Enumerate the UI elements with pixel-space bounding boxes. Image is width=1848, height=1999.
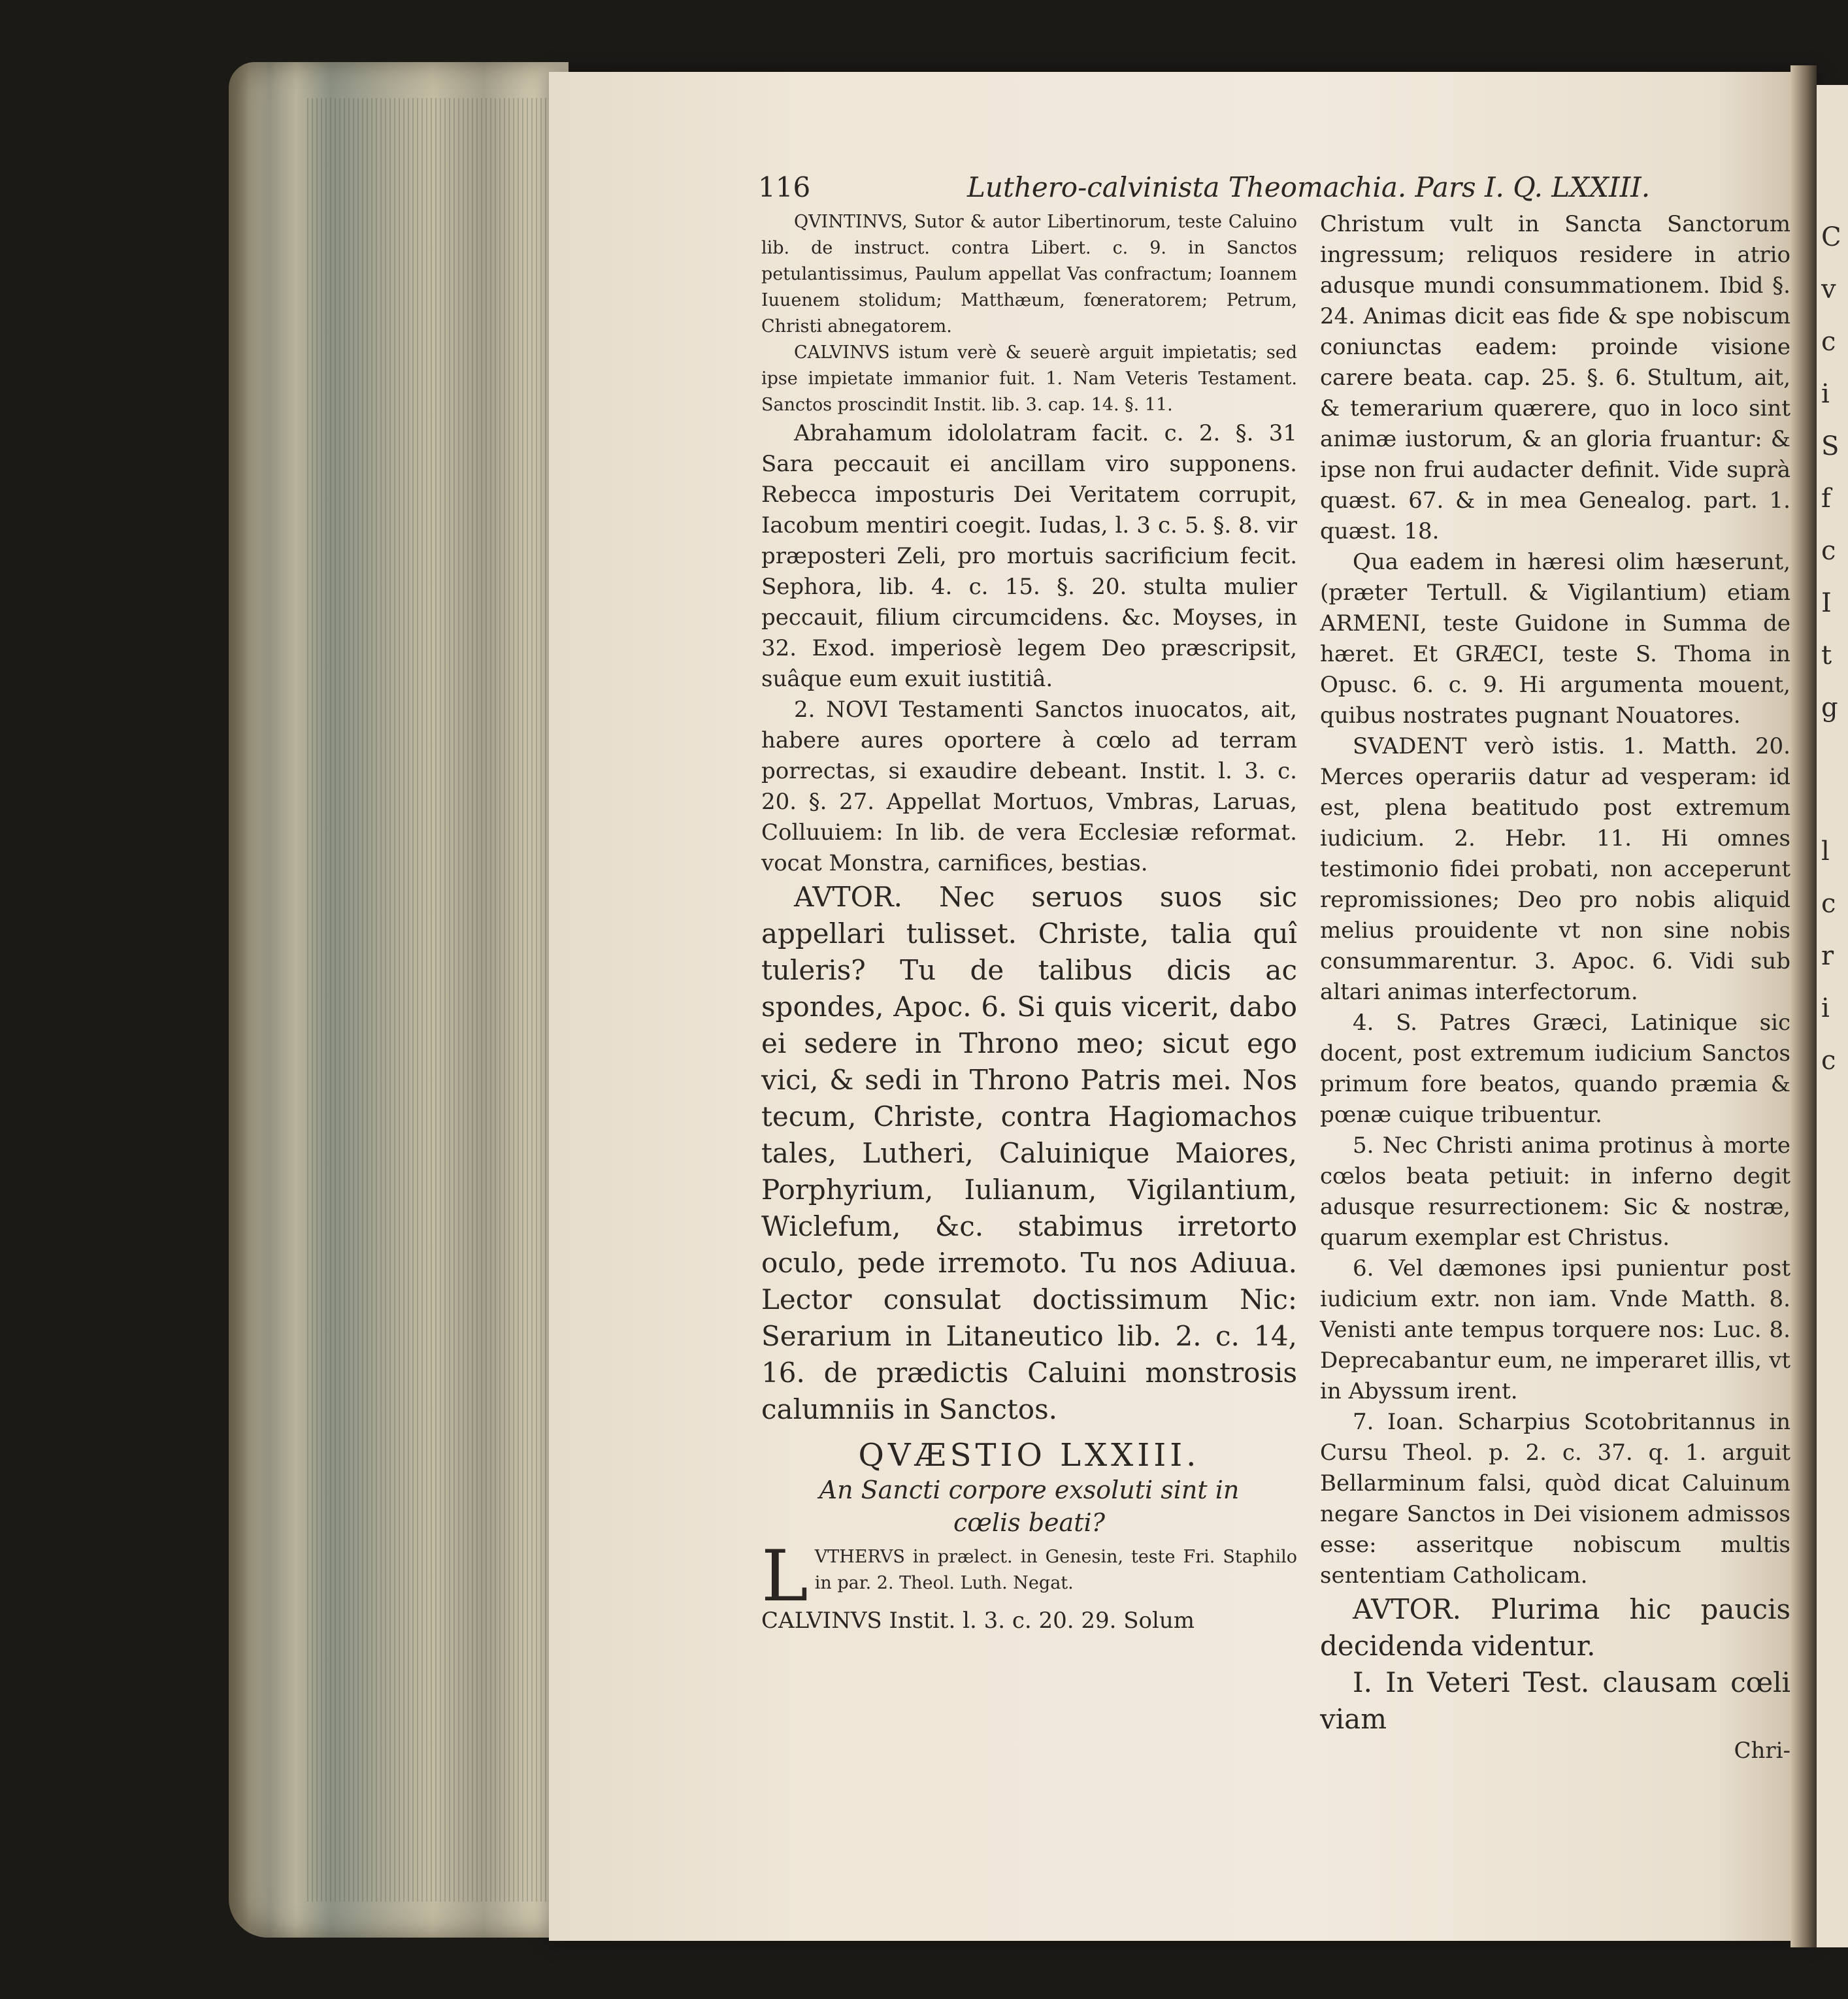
paragraph-lutherus	[761, 1536, 1297, 1617]
facing-page-char: S	[1821, 431, 1840, 461]
book-gutter	[1790, 65, 1817, 1947]
paragraph-calvinus: CALVINVS istum verè & seuerè arguit impietatis; sed ipse impietate immanior fuit. 1. Nam Veteris Testament. Sanctos proscindit Instit. lib. 3. cap. 14. §. 11.	[761, 342, 1297, 415]
paragraph-patres: 4. S. Patres Græci, Latinique sic docent, post extremum iudicium Sanctos primum fore beatos, quando præmia & pœnæ cuique tribuentur.	[1320, 1010, 1790, 1128]
paragraph-autor: AVTOR. Nec seruos suos sic appellari tulisset. Christe, talia quî tuleris? Tu de talibus dicis ac spondes, Apoc. 6. Si quis vicerit, dabo ei sedere in Throno meo; sicut ego vici, & sedi in Throno Patris mei. Nos tecum, Christe, contra Hagiomachos tales, Lutheri, Caluinique Maiores, Porphyrium, Iulianum, Vigilantium, Wiclefum, &c. stabimus irretorto oculo, pede irremoto. Tu nos Adiuua. Lector consulat doctissimum Nic: Serarium in Litaneutico lib. 2. c. 14, 16. de prædictis Caluini monstrosis calumniis in Sanctos.	[761, 881, 1297, 1425]
facing-page-fragment	[1813, 85, 1848, 1947]
facing-page-char: g	[1821, 693, 1838, 723]
running-title: Luthero-calvinista Theomachia. Pars I. Q. LXXIII.	[967, 171, 1651, 203]
paragraph-christi-anima: 5. Nec Christi anima protinus à morte cœlos beata petiuit: in inferno degit adusque resurrectionem: Sic & nostræ, quarum exemplar est Christus.	[1320, 1132, 1790, 1251]
paragraph-svadent: SVADENT verò istis. 1. Matth. 20. Merces operariis datur ad vesperam: id est, plena beatitudo post extremum iudicium. 2. Hebr. 11. Hi omnes testimonio fidei probati, non acceperunt repromissiones; Deo pro nobis aliquid melius prouidente vt non sine nobis consummarentur. 3. Apoc. 6. Vidi sub altari animas interfectorum.	[1320, 733, 1790, 1005]
left-column	[761, 209, 1297, 1636]
lutherus-text: VTHERVS in prælect. in Genesin, teste Fri. Staphilo in par. 2. Theol. Luth. Negat.	[814, 1547, 1297, 1593]
paragraph-novi-testamenti: 2. NOVI Testamenti Sanctos inuocatos, ait, habere aures oportere à cœlo ad terram porrectas, si exaudire debeant. Instit. l. 3. c. 20. §. 27. Appellat Mortuos, Vmbras, Laruas, Colluuiem: In lib. de vera Ecclesiæ reformat. vocat Monstra, carnifices, bestias.	[761, 697, 1297, 876]
drop-cap: L	[761, 1536, 808, 1617]
paragraph-daemones: 6. Vel dæmones ipsi punientur post iudicium extr. non iam. Vnde Matth. 8. Venisti ante tempus torquere nos: Luc. 8. Deprecabantur eum, ne imperaret illis, vt in Abyssum irent.	[1320, 1255, 1790, 1404]
question-subtitle: An Sancti corpore exsoluti sint in	[819, 1476, 1240, 1504]
right-column	[1320, 209, 1790, 1764]
paragraph-autor-right: AVTOR. Plurima hic paucis decidenda videntur.	[1320, 1593, 1790, 1662]
page-number: 116	[758, 171, 811, 203]
question-heading: QVÆSTIO LXXIII.	[858, 1437, 1200, 1474]
facing-page-char: v	[1821, 274, 1836, 305]
facing-page-char: i	[1821, 993, 1830, 1023]
question-subtitle-cont: cœlis beati?	[953, 1508, 1105, 1537]
facing-page-char: i	[1821, 379, 1830, 409]
facing-page-char: l	[1821, 836, 1830, 867]
facing-page-char: C	[1821, 222, 1841, 252]
facing-page-char: c	[1821, 536, 1836, 566]
facing-page-char: t	[1821, 640, 1832, 670]
page-edge-texture	[307, 98, 555, 1902]
facing-page-char: f	[1821, 484, 1831, 514]
facing-page-char: I	[1821, 588, 1832, 618]
paragraph-scharpius: 7. Ioan. Scharpius Scotobritannus in Cursu Theol. p. 2. c. 37. q. 1. arguit Bellarminum falsi, quòd dicat Caluinum negare Sanctos in Dei visionem admissos esse: asseritque nobiscum multis sententiam Catholicam.	[1320, 1409, 1790, 1589]
paragraph-abrahamum: Abrahamum idololatram facit. c. 2. §. 31 Sara peccauit ei ancillam viro supponens. Rebecca imposturis Dei Veritatem corrupit, Iacobum mentiri coegit. Iudas, l. 3 c. 5. §. 8. vir præposteri Zeli, pro mortuis sacrificium fecit. Sephora, lib. 4. c. 15. §. 20. stulta mulier peccauit, filium circumcidens. &c. Moyses, in 32. Exod. imperiosè legem Deo præscripsit, suâque eum exuit iustitiâ.	[761, 420, 1297, 692]
facing-page-char: c	[1821, 327, 1836, 357]
facing-page-char: c	[1821, 889, 1836, 919]
catchword: Chri-	[1734, 1738, 1790, 1764]
facing-page-char: r	[1821, 941, 1834, 971]
paragraph-calvinus-solum: CALVINVS Instit. l. 3. c. 20. 29. Solum	[761, 1608, 1195, 1634]
paragraph-quintinus: QVINTINVS, Sutor & autor Libertinorum, teste Caluino lib. de instruct. contra Libert. c. 9. in Sanctos petulantissimus, Paulum appellat Vas confractum; Ioannem Iuuenem stolidum; Matthæum, fœneratorem; Petrum, Christi abnegatorem.	[761, 212, 1297, 337]
facing-page-char: c	[1821, 1046, 1836, 1076]
paragraph-veteri-test: I. In Veteri Test. clausam cœli viam	[1320, 1666, 1790, 1735]
paragraph-haeresi: Qua eadem in hæresi olim hæserunt, (præter Tertull. & Vigilantium) etiam ARMENI, teste Guidone in Summa de hæret. Et GRÆCI, teste S. Thoma in Opusc. 6. c. 9. Hi argumenta mouent, quibus nostrates pugnant Nouatores.	[1320, 549, 1790, 729]
paragraph-christum: Christum vult in Sancta Sanctorum ingressum; reliquos residere in atrio adusque mundi consummationem. Ibid §. 24. Animas dicit eas fide & spe nobiscum coniunctas eadem: proinde visione carere beata. cap. 25. §. 6. Stultum, ait, & temerarium quærere, quo in loco sint animæ iustorum, & an gloria fruantur: & ipse non frui audacter definit. Vide suprà quæst. 67. & in mea Genealog. part. 1. quæst. 18.	[1320, 211, 1790, 544]
